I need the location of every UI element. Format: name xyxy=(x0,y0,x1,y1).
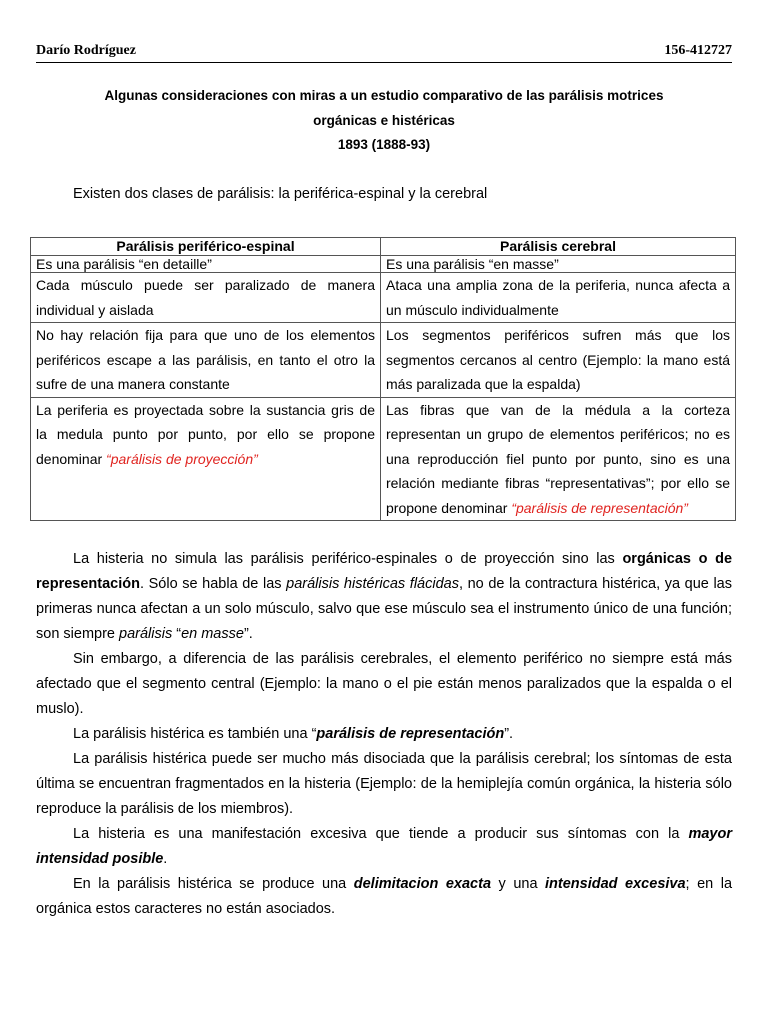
table-cell: No hay relación fija para que uno de los elementos periféricos escape a las parálisis, en tanto el otro la sufre de una manera constante xyxy=(31,323,381,398)
text-run: . Sólo se habla de las xyxy=(139,576,287,592)
bold-text: orgánicas o de representación xyxy=(36,551,733,592)
document-code: 156-412727 xyxy=(664,43,732,58)
paragraph xyxy=(36,822,732,872)
text-run: ”. xyxy=(504,726,514,742)
cell-text: Las fibras que van de la médula a la corteza representan un grupo de elementos periféricos; no es una reproducción fiel punto por punto, sino es una relación mediante fibras “representativas”; por ello se propone denominar xyxy=(386,401,730,516)
paragraph: La parálisis histérica puede ser mucho más disociada que la parálisis cerebral; los síntomas de esta última se encuentran fragmentados en la histeria (Ejemplo: de la hemiplejía común orgánica, la histeria sólo reproduce la parálisis de los miembros). xyxy=(36,751,732,817)
table-header-row xyxy=(31,238,736,256)
text-run: , no de la contractura histérica, ya que las primeras nunca afectan a un solo músculo, salvo que ese músculo sea el instrumento único de una función; son siempre xyxy=(36,576,732,642)
table-cell: Los segmentos periféricos sufren más que los segmentos cercanos al centro (Ejemplo: la mano está más paralizada que la espalda) xyxy=(381,323,736,398)
bold-italic-text: parálisis de representación xyxy=(316,726,505,742)
italic-text: parálisis histéricas flácidas xyxy=(286,576,459,592)
text-run: La histeria no simula las parálisis periférico-espinales o de proyección sino las xyxy=(73,551,623,567)
document-title xyxy=(36,84,732,158)
text-run: y una xyxy=(491,876,546,892)
title-year: 1893 (1888-93) xyxy=(337,137,431,152)
italic-text: parálisis xyxy=(119,626,173,642)
table-row xyxy=(31,273,736,323)
text-run: “ xyxy=(172,626,182,642)
cell-text: La periferia es proyectada sobre la sustancia gris de la medula punto por punto, por ello se propone denominar xyxy=(36,401,375,467)
bold-italic-text: delimitacion exacta xyxy=(353,876,492,892)
table-cell xyxy=(31,397,381,521)
table-cell: Cada músculo puede ser paralizado de manera individual y aislada xyxy=(31,273,381,323)
paragraph: Sin embargo, a diferencia de las parálisis cerebrales, el elemento periférico no siempre está más afectado que el segmento central (Ejemplo: la mano o el pie están menos paralizados que la espalda o el muslo). xyxy=(36,651,732,717)
table-cell: Es una parálisis “en detaille” xyxy=(31,256,381,273)
paragraph xyxy=(36,547,732,647)
author-name: Darío Rodríguez xyxy=(36,43,136,58)
title-line-2: orgánicas e histéricas xyxy=(313,112,455,128)
table-cell: Es una parálisis “en masse” xyxy=(381,256,736,273)
text-run: ”. xyxy=(243,626,253,642)
document-header xyxy=(36,40,732,63)
text-run: ; en la orgánica estos caracteres no están asociados. xyxy=(36,876,733,917)
column-header-peripheral: Parálisis periférico-espinal xyxy=(31,238,381,256)
table-cell xyxy=(381,397,736,521)
representation-term: “parálisis de representación” xyxy=(511,499,688,516)
comparison-table xyxy=(30,237,736,521)
text-run: La histeria es una manifestación excesiva que tiende a producir sus síntomas con la xyxy=(73,826,689,842)
paragraph xyxy=(36,872,732,922)
text-run: . xyxy=(163,851,168,867)
table-cell: Ataca una amplia zona de la periferia, nunca afecta a un músculo individualmente xyxy=(381,273,736,323)
title-line-1: Algunas consideraciones con miras a un estudio comparativo de las parálisis motrices xyxy=(104,88,664,103)
bold-italic-text: mayor intensidad posible xyxy=(36,826,732,867)
table-row xyxy=(31,256,736,273)
table-row xyxy=(31,397,736,521)
bold-italic-text: intensidad excesiva xyxy=(545,876,686,892)
text-run: La parálisis histérica es también una “ xyxy=(73,726,317,742)
column-header-cerebral: Parálisis cerebral xyxy=(381,238,736,256)
body-text xyxy=(36,547,732,922)
paragraph xyxy=(36,722,732,747)
table-row xyxy=(31,323,736,398)
text-run: En la parálisis histérica se produce una xyxy=(73,876,354,892)
italic-text: en masse xyxy=(181,626,244,642)
projection-term: “parálisis de proyección” xyxy=(106,450,258,467)
intro-sentence: Existen dos clases de parálisis: la periférica-espinal y la cerebral xyxy=(73,186,488,202)
